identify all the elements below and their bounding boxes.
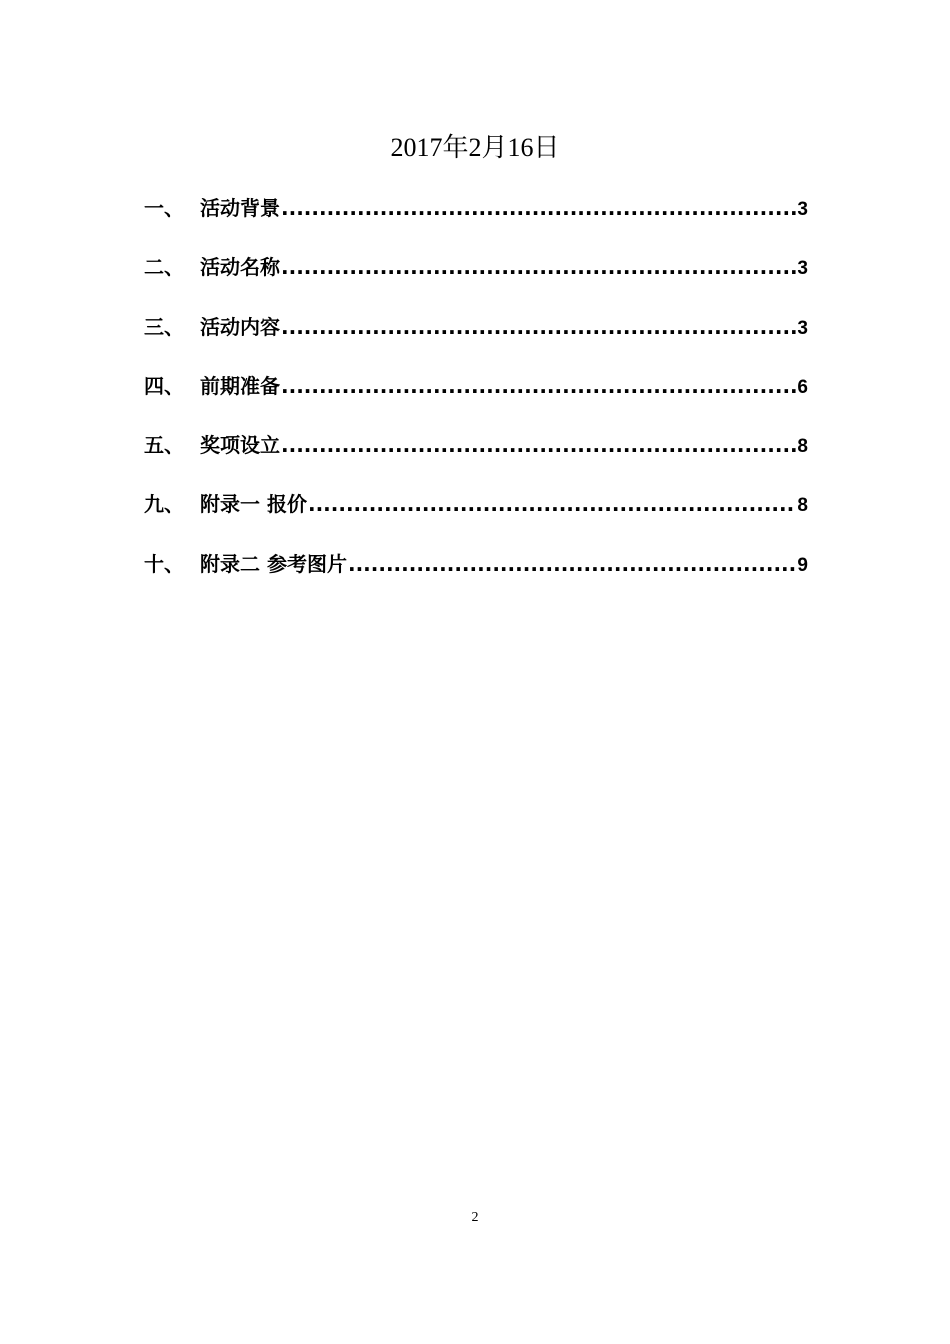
toc-entry-title: 活动背景 (200, 196, 280, 220)
toc-dot-leader (281, 307, 796, 347)
toc-entry-title: 活动内容 (200, 314, 280, 339)
toc-dot-leader (281, 188, 796, 228)
toc-dot-leader (281, 425, 796, 465)
toc-entry-page: 3 (797, 258, 808, 280)
toc-entry-4[interactable] (144, 366, 808, 425)
toc-entry-number: 十、 (144, 551, 184, 576)
document-date: 2017年2月16日 (390, 133, 560, 162)
toc-entry-page: 3 (797, 317, 808, 339)
toc-entry-number: 五、 (144, 433, 184, 458)
toc-entry-title: 前期准备 (200, 373, 280, 398)
toc-entry-number: 四、 (144, 373, 184, 398)
toc-entry-2[interactable] (144, 247, 808, 306)
toc-dot-leader (348, 544, 796, 584)
toc-entry-page: 9 (797, 554, 808, 576)
toc-entry-title: 附录一 报价 (200, 492, 307, 517)
toc-entry-title: 附录二 参考图片 (200, 551, 347, 576)
toc-entry-3[interactable] (144, 307, 808, 366)
toc-entry-number: 三、 (144, 314, 184, 339)
toc-entry-1[interactable] (144, 188, 808, 247)
toc-entry-page: 6 (797, 376, 808, 398)
toc-dot-leader (281, 247, 796, 287)
table-of-contents (144, 188, 808, 603)
toc-entry-number: 九、 (144, 492, 184, 517)
toc-entry-7[interactable] (144, 544, 808, 603)
toc-dot-leader (281, 366, 796, 406)
toc-entry-title: 活动名称 (200, 255, 280, 280)
toc-entry-page: 8 (797, 495, 808, 517)
toc-entry-title: 奖项设立 (200, 433, 280, 458)
toc-entry-number: 一、 (144, 196, 184, 220)
toc-dot-leader (308, 484, 796, 524)
toc-entry-page: 8 (797, 436, 808, 458)
toc-entry-6[interactable] (144, 484, 808, 543)
toc-entry-5[interactable] (144, 425, 808, 484)
toc-entry-number: 二、 (144, 255, 184, 280)
toc-entry-page: 3 (797, 199, 808, 220)
page-number: 2 (471, 1210, 479, 1225)
